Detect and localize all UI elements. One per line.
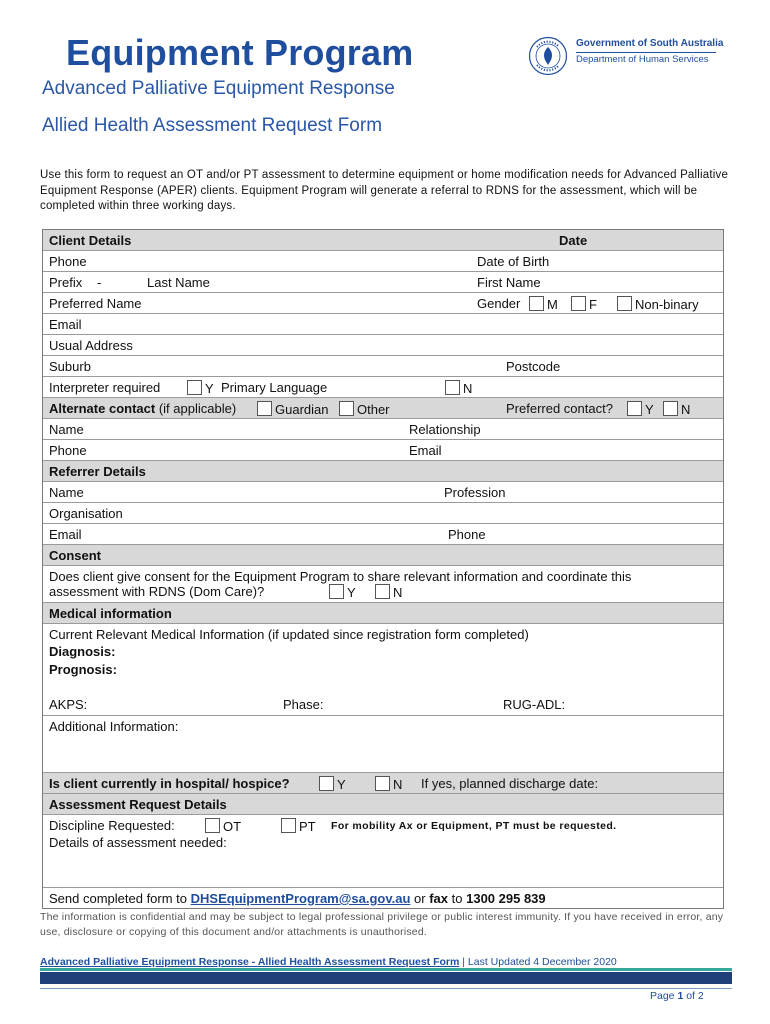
- state-seal-icon: [528, 36, 568, 76]
- consent-y-label: Y: [347, 585, 356, 600]
- logo-org-line1: Government of South Australia: [576, 38, 724, 49]
- referrer-phone-label: Phone: [448, 527, 486, 542]
- organisation-label: Organisation: [49, 506, 123, 521]
- interpreter-y-checkbox[interactable]: [187, 380, 202, 395]
- hospital-y-checkbox[interactable]: [319, 776, 334, 791]
- alternate-name-row: [43, 419, 723, 440]
- hospital-n-label: N: [393, 777, 403, 792]
- guardian-label: Guardian: [275, 402, 329, 417]
- pt-option[interactable]: [281, 818, 316, 834]
- footer-doc-title: Advanced Palliative Equipment Response - Allied Health Assessment Request Form: [40, 956, 460, 968]
- client-email-label: Email: [49, 317, 82, 332]
- gender-m-option[interactable]: [529, 296, 558, 312]
- preferred-n-label: N: [681, 402, 691, 417]
- preferred-y-option[interactable]: [627, 401, 654, 417]
- alternate-contact-note: (if applicable): [158, 401, 237, 416]
- assessment-details-label: Details of assessment needed:: [49, 835, 227, 850]
- first-name-label: First Name: [477, 275, 541, 290]
- client-details-header: [43, 230, 723, 251]
- profession-label: Profession: [444, 485, 506, 500]
- pt-checkbox[interactable]: [281, 818, 296, 833]
- government-logo: [528, 36, 728, 78]
- interpreter-y-label: Y: [205, 381, 214, 396]
- footer-separator: |: [462, 956, 465, 968]
- hospital-y-label: Y: [337, 777, 346, 792]
- consent-row: [43, 566, 723, 603]
- preferred-name-row: [43, 293, 723, 314]
- gender-m-checkbox[interactable]: [529, 296, 544, 311]
- assessment-request-block: [43, 815, 723, 888]
- client-phone-row: [43, 251, 723, 272]
- referrer-email-label: Email: [49, 527, 82, 542]
- preferred-n-checkbox[interactable]: [663, 401, 678, 416]
- medical-info-header: [43, 603, 723, 624]
- consent-y-option[interactable]: [329, 584, 356, 600]
- assessment-request-heading: Assessment Request Details: [49, 797, 227, 812]
- last-name-label: Last Name: [147, 275, 210, 290]
- send-or: or: [414, 891, 426, 906]
- diagnosis-label: Diagnosis:: [49, 644, 116, 659]
- medical-info-block: [43, 624, 723, 716]
- hospital-row: [43, 773, 723, 794]
- preferred-name-label: Preferred Name: [49, 296, 142, 311]
- alternate-contact-heading: Alternate contact: [49, 401, 156, 416]
- footer-doc-info: [40, 956, 617, 968]
- footer-rule: [40, 988, 732, 989]
- assessment-request-header: [43, 794, 723, 815]
- consent-header: [43, 545, 723, 566]
- alternate-phone-row: [43, 440, 723, 461]
- preferred-y-checkbox[interactable]: [627, 401, 642, 416]
- dob-label: Date of Birth: [477, 254, 550, 269]
- relationship-label: Relationship: [409, 422, 481, 437]
- date-label: Date: [559, 233, 588, 248]
- page-of: of: [686, 990, 695, 1002]
- consent-n-option[interactable]: [375, 584, 402, 600]
- footer-navy-bar: [40, 972, 732, 984]
- page-total: 2: [697, 990, 704, 1002]
- hospital-question: Is client currently in hospital/ hospice?: [49, 776, 290, 791]
- page-subtitle: Advanced Palliative Equipment Response: [42, 78, 395, 99]
- referrer-email-row: [43, 524, 723, 545]
- preferred-n-option[interactable]: [663, 401, 690, 417]
- suburb-row: [43, 356, 723, 377]
- send-fax-label: fax: [429, 891, 449, 906]
- page-title: Equipment Program: [66, 32, 414, 73]
- pt-requirement-note: For mobility Ax or Equipment, PT must be requested.: [331, 820, 617, 832]
- consent-y-checkbox[interactable]: [329, 584, 344, 599]
- intro-text: Use this form to request an OT and/or PT assessment to determine equipment or home modification needs for Advanced Palliative Equipment Response (APER) clients. Equipment Program will generate a referral to RDNS for the assessment, which will be completed within three working days.: [40, 169, 729, 212]
- footer-teal-bar: [40, 968, 732, 971]
- referrer-name-label: Name: [49, 485, 84, 500]
- alternate-name-label: Name: [49, 422, 84, 437]
- footer-updated: Last Updated 4 December 2020: [467, 956, 617, 968]
- other-checkbox[interactable]: [339, 401, 354, 416]
- send-fax-number: 1300 295 839: [466, 891, 546, 906]
- ot-checkbox[interactable]: [205, 818, 220, 833]
- client-email-row: [43, 314, 723, 335]
- gender-label: Gender: [477, 296, 521, 311]
- medical-info-heading: Medical information: [49, 606, 172, 621]
- discharge-date-label: If yes, planned discharge date:: [421, 776, 599, 791]
- usual-address-row: [43, 335, 723, 356]
- rug-adl-label: RUG-ADL:: [503, 697, 566, 712]
- gender-nb-label: Non-binary: [635, 297, 699, 312]
- interpreter-n-option[interactable]: [445, 380, 472, 396]
- other-option[interactable]: [339, 401, 390, 417]
- send-form-row: [43, 888, 723, 908]
- consent-question-line2: assessment with RDNS (Dom Care)?: [49, 584, 265, 599]
- client-name-row: [43, 272, 723, 293]
- usual-address-label: Usual Address: [49, 338, 133, 353]
- pt-label: PT: [299, 819, 316, 834]
- referrer-details-header: [43, 461, 723, 482]
- interpreter-y-option[interactable]: [187, 380, 214, 396]
- send-email-link[interactable]: DHSEquipmentProgram@sa.gov.au: [190, 891, 411, 906]
- interpreter-label: Interpreter required: [49, 380, 161, 395]
- additional-info-label: Additional Information:: [49, 719, 179, 734]
- additional-info-block: [43, 716, 723, 773]
- ot-label: OT: [223, 819, 242, 834]
- preferred-contact-label: Preferred contact?: [506, 401, 613, 416]
- consent-n-checkbox[interactable]: [375, 584, 390, 599]
- current-medical-label: Current Relevant Medical Information (if updated since registration form completed): [49, 627, 529, 642]
- hospital-n-option[interactable]: [375, 776, 402, 792]
- prognosis-label: Prognosis:: [49, 662, 117, 677]
- guardian-checkbox[interactable]: [257, 401, 272, 416]
- suburb-label: Suburb: [49, 359, 91, 374]
- alternate-phone-label: Phone: [49, 443, 87, 458]
- primary-language-label: Primary Language: [221, 380, 328, 395]
- form-name: Allied Health Assessment Request Form: [42, 115, 383, 136]
- ot-option[interactable]: [205, 818, 241, 834]
- request-form-table: [42, 229, 724, 909]
- hospital-n-checkbox[interactable]: [375, 776, 390, 791]
- hospital-y-option[interactable]: [319, 776, 346, 792]
- client-phone-label: Phone: [49, 254, 87, 269]
- other-label: Other: [357, 402, 390, 417]
- guardian-option[interactable]: [257, 401, 328, 417]
- send-to: to: [451, 891, 463, 906]
- confidentiality-notice: The information is confidential and may be subject to legal professional privilege or public interest immunity. If you have received in error, any use, disclosure or copying of this document and/or attachments is unauthorised.: [40, 911, 724, 938]
- client-details-heading: Client Details: [49, 233, 132, 248]
- discipline-label: Discipline Requested:: [49, 818, 175, 833]
- gender-m-label: M: [547, 297, 558, 312]
- prefix-dash: -: [97, 275, 102, 290]
- akps-label: AKPS:: [49, 697, 88, 712]
- alternate-contact-header: [43, 398, 723, 419]
- gender-f-option[interactable]: [571, 296, 597, 312]
- referrer-name-row: [43, 482, 723, 503]
- page-current: 1: [677, 990, 684, 1002]
- consent-n-label: N: [393, 585, 403, 600]
- interpreter-n-label: N: [463, 381, 473, 396]
- phase-label: Phase:: [283, 697, 324, 712]
- preferred-y-label: Y: [645, 402, 654, 417]
- postcode-label: Postcode: [506, 359, 561, 374]
- interpreter-row: [43, 377, 723, 398]
- consent-heading: Consent: [49, 548, 101, 563]
- prefix-label: Prefix: [49, 275, 83, 290]
- organisation-row: [43, 503, 723, 524]
- referrer-details-heading: Referrer Details: [49, 464, 146, 479]
- gender-nb-option[interactable]: [617, 296, 699, 312]
- gender-f-label: F: [589, 297, 597, 312]
- gender-f-checkbox[interactable]: [571, 296, 586, 311]
- consent-question-line1: Does client give consent for the Equipment Program to share relevant information and coordinate this: [49, 569, 632, 584]
- page-number: [650, 990, 704, 1002]
- gender-nb-checkbox[interactable]: [617, 296, 632, 311]
- alternate-email-label: Email: [409, 443, 442, 458]
- interpreter-n-checkbox[interactable]: [445, 380, 460, 395]
- logo-org-line2: Department of Human Services: [576, 54, 709, 65]
- page-label: Page: [650, 990, 675, 1002]
- send-prefix: Send completed form to: [49, 891, 188, 906]
